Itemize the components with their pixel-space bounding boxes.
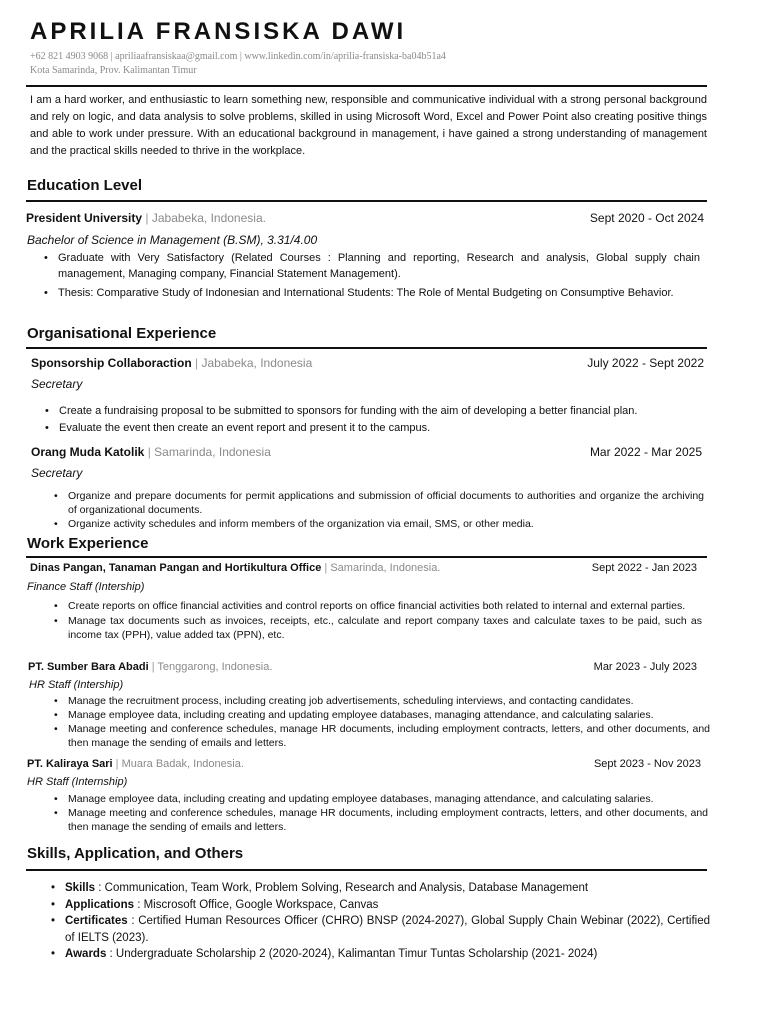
education-date: Sept 2020 - Oct 2024 (589, 211, 704, 225)
contact-info (30, 50, 446, 78)
skills-list (65, 880, 710, 963)
separator: | (115, 758, 119, 770)
employer-name: PT. Kaliraya Sari (27, 758, 113, 770)
list-item: • Create reports on office financial activities and control reports on office financial activities both related to internal and external parties. (68, 599, 702, 613)
separator: | (147, 445, 151, 459)
work-bullets (68, 694, 710, 750)
candidate-name: APRILIA FRANSISKA DAWI (30, 18, 407, 45)
awards-label: Awards (65, 948, 107, 960)
list-item: • Evaluate the event then create an event report and present it to the campus. (59, 420, 704, 437)
list-item: • Manage employee data, including creating and updating employee databases, managing attendance, and calculating salaries. (68, 792, 708, 806)
list-item (65, 897, 710, 914)
work-entry-header (30, 562, 697, 574)
org-role: Secretary (31, 377, 83, 391)
employer-location: Samarinda, Indonesia. (330, 562, 441, 574)
separator: | (195, 356, 199, 370)
separator: | (324, 562, 328, 574)
institution-name: President University (26, 211, 143, 225)
skills-label: Skills (65, 882, 96, 894)
list-item: • Organize and prepare documents for permit applications and submission of official documents to authorities and organize the archiving of organizational documents. (68, 489, 704, 517)
institution-location: Jababeka, Indonesia. (151, 211, 266, 225)
section-title-work: Work Experience (27, 535, 149, 552)
skills-divider (26, 869, 707, 871)
list-item: • Manage employee data, including creating and updating employee databases, managing attendance, and calculating salaries. (68, 708, 710, 722)
address-line: Kota Samarinda, Prov. Kalimantan Timur (30, 65, 197, 76)
organisational-divider (26, 347, 707, 349)
list-item: • Manage the recruitment process, including creating job advertisements, scheduling interviews, and contacting candidates. (68, 694, 710, 708)
work-bullets (68, 792, 708, 834)
employer-name: PT. Sumber Bara Abadi (28, 661, 149, 673)
org-bullets (59, 403, 704, 436)
certificates-text: : Certified Human Resources Officer (CHRO) BNSP (2024-2027), Global Supply Chain Webinar (2022), Certified of IELTS (2023). (65, 915, 710, 944)
list-item: • Create a fundraising proposal to be submitted to sponsors for funding with the aim of developing a better financial plan. (59, 403, 704, 420)
list-item: • Manage meeting and conference schedules, manage HR documents, including employment contracts, letters, and other documents, and then manage the sending of emails and letters. (68, 722, 710, 750)
list-item (65, 946, 710, 963)
separator: | (151, 661, 155, 673)
education-entry-header (26, 211, 704, 225)
org-date: July 2022 - Sept 2022 (587, 356, 704, 370)
section-title-skills: Skills, Application, and Others (27, 845, 244, 862)
section-title-organisational: Organisational Experience (27, 325, 217, 342)
organization-name: Orang Muda Katolik (31, 445, 145, 459)
org-bullets (68, 489, 704, 531)
employer-location: Muara Badak, Indonesia. (121, 758, 244, 770)
header-divider (26, 85, 707, 87)
list-item: • Graduate with Very Satisfactory (Related Courses : Planning and reporting, Research and analysis, Global supply chain management, Managing company, Financial Statement Management). (58, 250, 700, 282)
work-entry-header (27, 758, 701, 770)
list-item (65, 913, 710, 946)
work-divider (26, 556, 707, 558)
education-divider (26, 200, 707, 202)
org-entry-header (31, 445, 702, 459)
work-role: Finance Staff (Intership) (27, 581, 145, 593)
list-item: • Thesis: Comparative Study of Indonesian and International Students: The Role of Mental Budgeting on Consumptive Behavior. (58, 285, 700, 301)
org-role: Secretary (31, 466, 83, 480)
work-date: Mar 2023 - July 2023 (593, 661, 697, 673)
list-item (65, 880, 710, 897)
organization-location: Samarinda, Indonesia (154, 445, 271, 459)
work-bullets (68, 599, 702, 642)
list-item: • Manage meeting and conference schedules, manage HR documents, including employment contracts, letters, and other documents, and then manage the sending of emails and letters. (68, 806, 708, 834)
work-role: HR Staff (Intership) (29, 679, 124, 691)
certificates-label: Certificates (65, 915, 128, 927)
degree: Bachelor of Science in Management (B.SM), 3.31/4.00 (27, 233, 318, 247)
work-date: Sept 2022 - Jan 2023 (591, 562, 697, 574)
list-item: • Manage tax documents such as invoices, receipts, etc., calculate and report company taxes and calculate taxes to be paid, such as income tax (PPH), value added tax (PPN), etc. (68, 614, 702, 642)
work-date: Sept 2023 - Nov 2023 (593, 758, 701, 770)
applications-text: : Miscrosoft Office, Google Workspace, Canvas (134, 898, 379, 911)
organization-name: Sponsorship Collaboraction (31, 356, 192, 370)
separator: | (145, 211, 149, 225)
applications-label: Applications (65, 898, 135, 911)
profile-summary: I am a hard worker, and enthusiastic to learn something new, responsible and communicative individual with a strong personal background and rely on logic, and data analysis to solve problems, skilled in using Microsoft Word, Excel and Power Point also creating positive things and able to work under pressure. With an educational background in management, i have gained a strong understanding of management and the practical skills needed to thrive in the workplace. (30, 94, 707, 157)
organization-location: Jababeka, Indonesia (201, 356, 313, 370)
employer-location: Tenggarong, Indonesia. (157, 661, 273, 673)
awards-text: : Undergraduate Scholarship 2 (2020-2024), Kalimantan Timur Tuntas Scholarship (2021- 2024) (106, 948, 598, 960)
contact-line: +62 821 4903 9068 | apriliaafransiskaa@gmail.com | www.linkedin.com/in/aprilia-fransiska-ba04b51a4 (30, 51, 446, 62)
education-bullets (58, 250, 700, 301)
section-title-education: Education Level (27, 177, 143, 194)
org-date: Mar 2022 - Mar 2025 (589, 445, 702, 459)
org-entry-header (31, 356, 704, 370)
work-role: HR Staff (Internship) (27, 776, 128, 788)
list-item: • Organize activity schedules and inform members of the organization via email, SMS, or other media. (68, 517, 704, 531)
work-entry-header (28, 661, 697, 673)
employer-name: Dinas Pangan, Tanaman Pangan and Hortikultura Office (30, 562, 322, 574)
skills-text: : Communication, Team Work, Problem Solving, Research and Analysis, Database Management (95, 882, 589, 894)
